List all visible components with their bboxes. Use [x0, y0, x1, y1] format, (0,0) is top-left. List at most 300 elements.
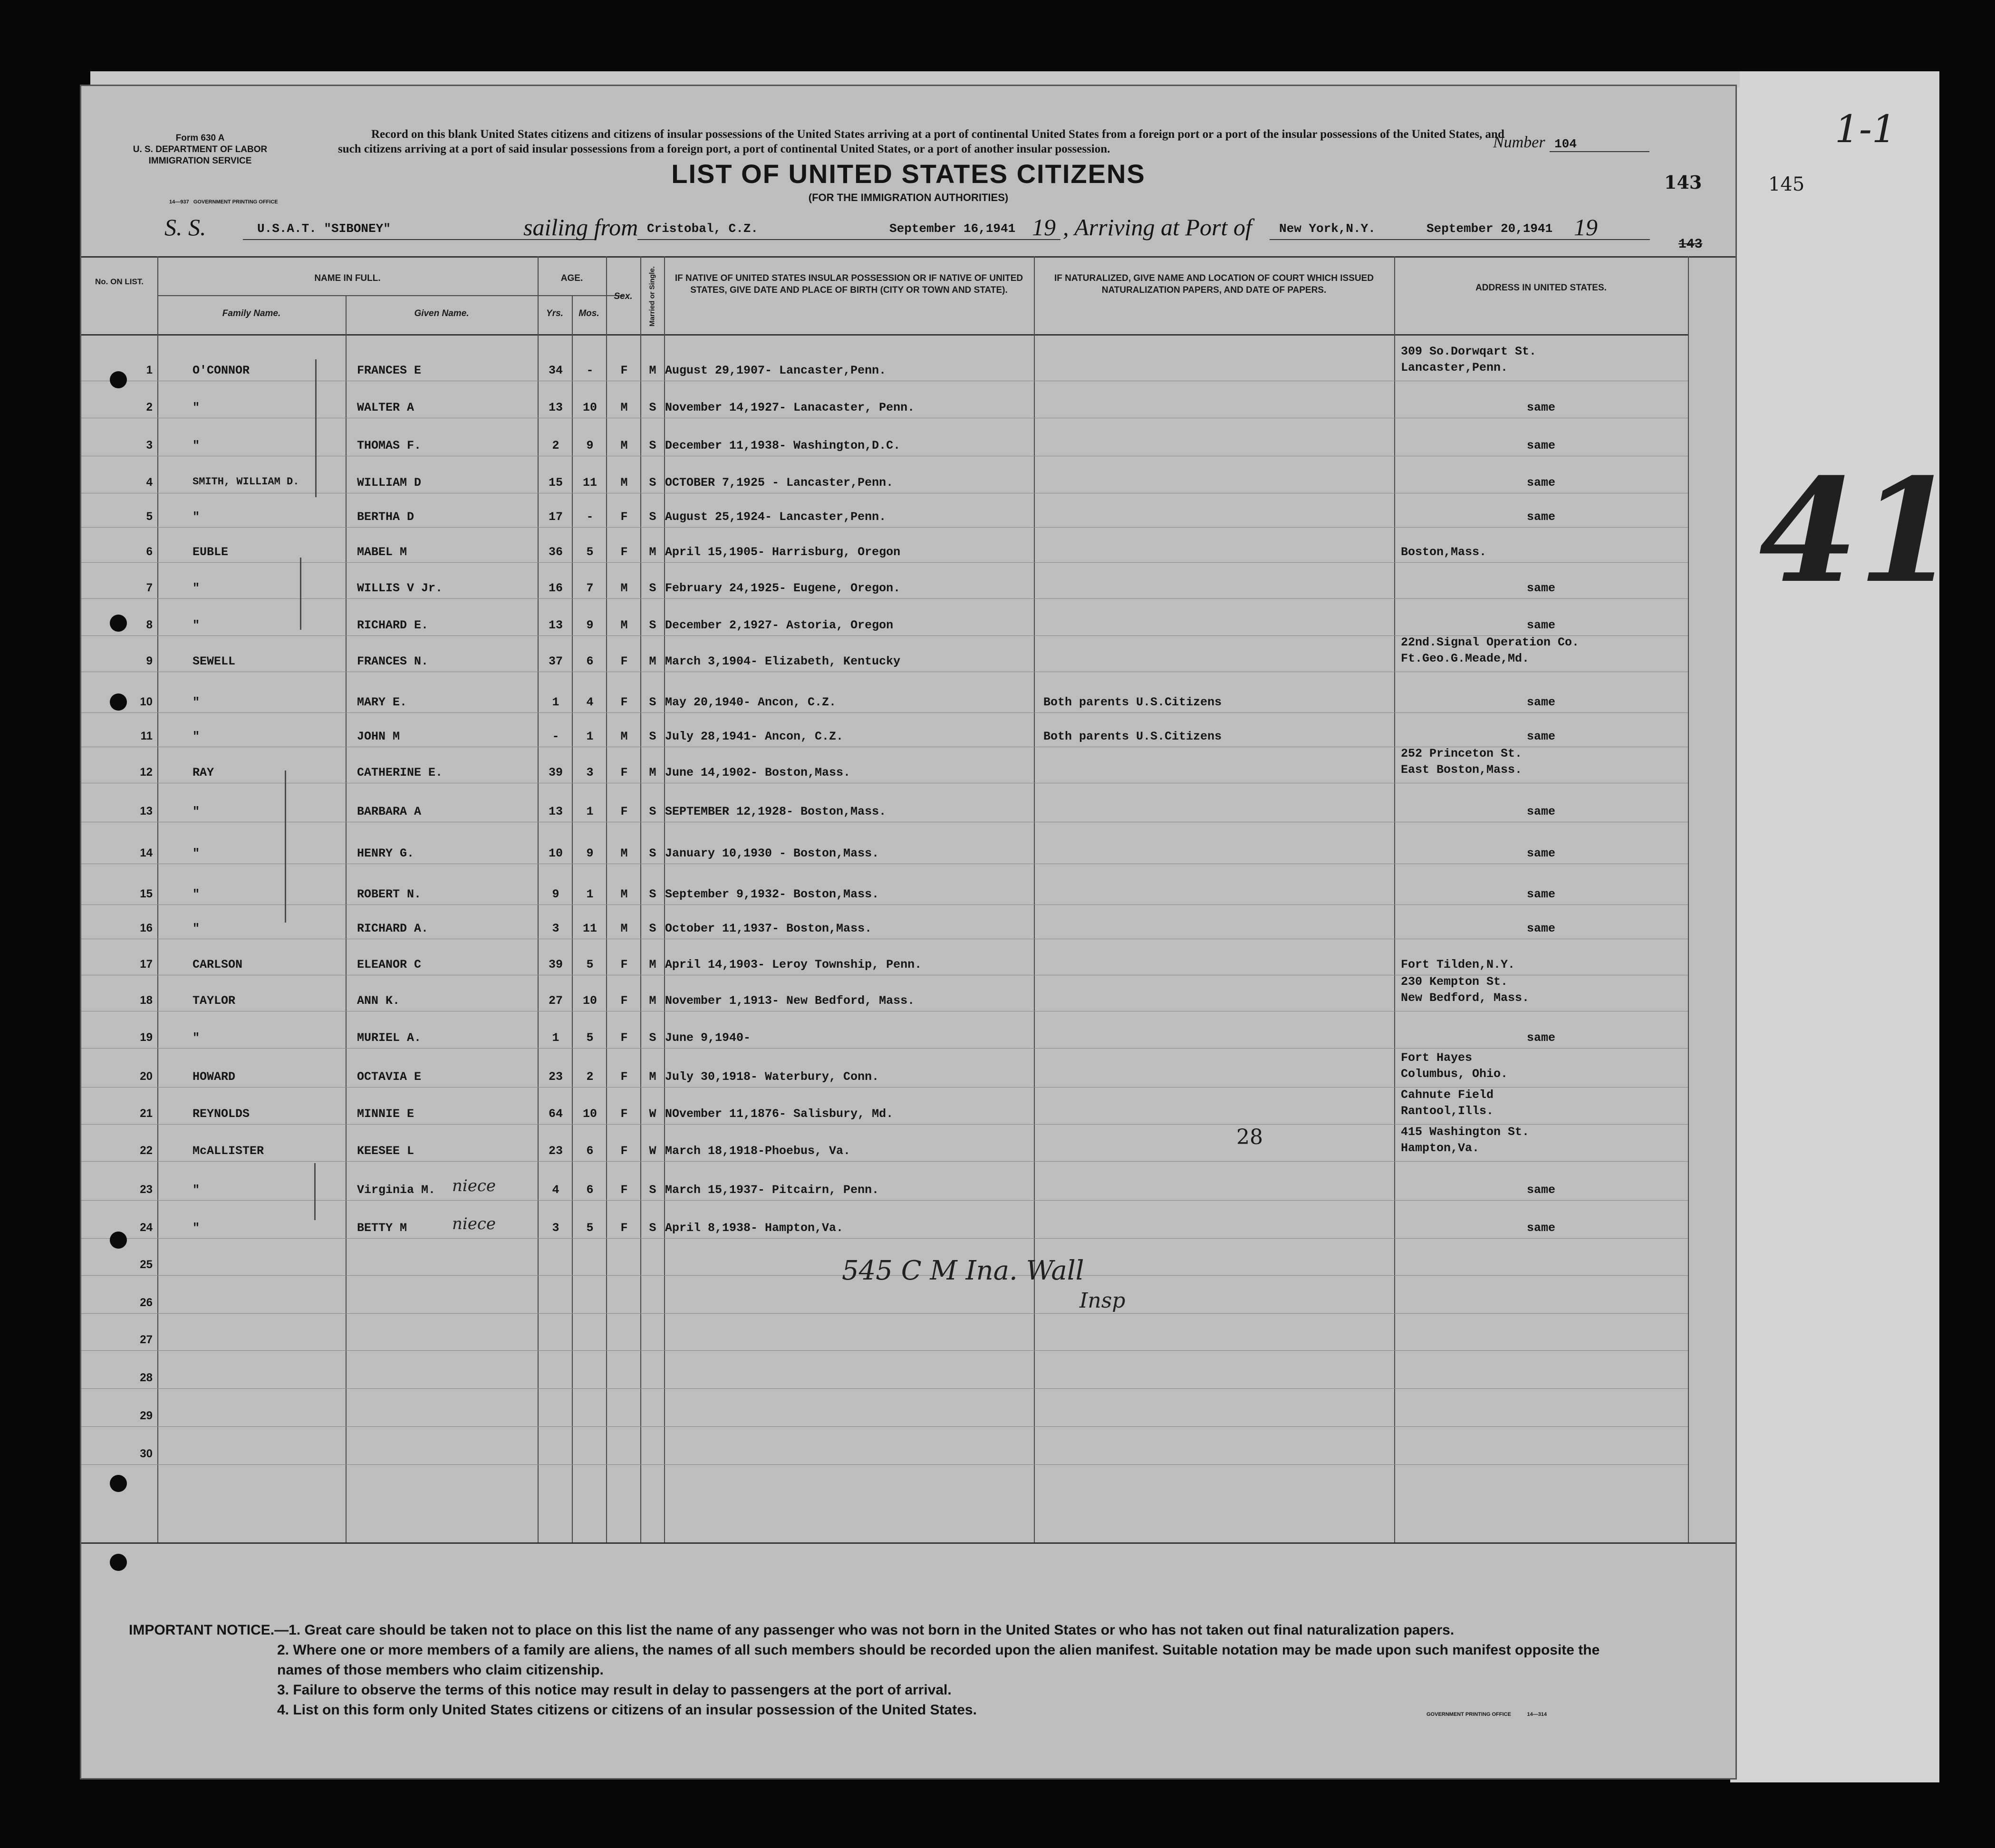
cell-mos: 9	[586, 618, 594, 632]
row-number: 19	[140, 1031, 153, 1044]
cell-yrs: 1	[552, 1031, 559, 1045]
cell-birth: March 18,1918-Phoebus, Va.	[665, 1144, 851, 1158]
row-rule	[81, 1313, 1688, 1314]
cell-yrs: 64	[548, 1107, 563, 1121]
cell-ms: S	[649, 730, 656, 743]
cell-addr: same	[1526, 922, 1555, 935]
col-rule-sex	[640, 256, 641, 1542]
cell-addr: same	[1526, 476, 1555, 490]
cell-sex: M	[620, 847, 628, 860]
col-rule-birth	[1034, 256, 1035, 1542]
cell-addr: 230 Kempton St.	[1401, 975, 1508, 989]
footer-printer-name: GOVERNMENT PRINTING OFFICE	[1426, 1712, 1511, 1717]
row-number: 12	[140, 766, 153, 779]
arriving-label: , Arriving at Port of	[1063, 214, 1252, 241]
notice-heading: IMPORTANT NOTICE.	[129, 1622, 275, 1638]
col-rule-mos	[606, 256, 607, 1542]
cell-yrs: 9	[552, 887, 559, 901]
cell-addr-line2: Lancaster,Penn.	[1401, 361, 1508, 375]
date-from: September 16,1941	[889, 221, 1016, 236]
cell-yrs: 13	[548, 401, 563, 414]
cell-yrs: 2	[552, 439, 559, 452]
cell-given: MABEL M	[357, 545, 407, 559]
cell-yrs: 17	[548, 510, 563, 524]
manifest-sheet	[80, 85, 1737, 1780]
col-rule-yrs	[572, 295, 573, 1542]
record-note: Record on this blank United States citizens and citizens of insular possessions of the United States arriving at a port of continental United States from a foreign port or a port of the insular possessions of the United States, and such citizens arriving at a port of said insular possessions from a foreign port, a port of continental United States, or a port of another insular possession.	[338, 128, 1504, 155]
row-rule	[81, 562, 1688, 563]
cell-birth: January 10,1930 - Boston,Mass.	[665, 847, 879, 860]
cell-sex: F	[620, 805, 628, 818]
printer-name: GOVERNMENT PRINTING OFFICE	[193, 199, 278, 205]
row-rule	[81, 527, 1688, 528]
row-rule	[81, 1388, 1688, 1389]
cell-family: O'CONNOR	[193, 364, 250, 377]
cell-addr: same	[1526, 887, 1555, 901]
punch-hole	[110, 1475, 127, 1492]
cell-addr: Boston,Mass.	[1401, 545, 1487, 559]
row-number: 15	[140, 887, 153, 900]
col-rule-given	[538, 256, 539, 1542]
cell-given: WILLIAM D	[357, 476, 422, 490]
cell-sex: F	[620, 1144, 628, 1158]
row-rule	[81, 1464, 1688, 1465]
service-label: IMMIGRATION SERVICE	[148, 156, 252, 166]
inspector-signature: 545 C M Ina. Wall	[842, 1255, 1084, 1286]
notice-item-2: 2. Where one or more members of a family are aliens, the names of all such members should be recorded upon the alien manifest. Suitable notation may be made upon such manifest opposite the names of those members who claim citizenship.	[277, 1642, 1600, 1678]
col-rule-no	[157, 256, 158, 1542]
cell-ms: S	[649, 805, 656, 818]
cell-mos: 7	[586, 581, 594, 595]
family-bracket	[314, 1163, 316, 1220]
crossed-stamp: 143	[1678, 237, 1703, 252]
cell-birth: April 14,1903- Leroy Township, Penn.	[665, 958, 922, 972]
cell-mos: 1	[586, 730, 594, 743]
cell-mos: 10	[582, 994, 597, 1008]
cell-addr: Fort Hayes	[1401, 1051, 1473, 1065]
form-number: Form 630 A	[175, 133, 225, 143]
cell-addr: same	[1526, 618, 1555, 632]
cell-addr: same	[1526, 1031, 1555, 1045]
cell-birth: NOvember 11,1876- Salisbury, Md.	[665, 1107, 894, 1121]
year-suffix-1: 19	[1032, 214, 1056, 241]
row-number: 6	[146, 545, 153, 558]
cell-sex: M	[620, 618, 628, 632]
cell-given: MURIEL A.	[357, 1031, 422, 1045]
cell-ms: S	[649, 1183, 656, 1197]
family-bracket	[315, 359, 317, 497]
notice-item-3: 3. Failure to observe the terms of this notice may result in delay to passengers at the port of arrival.	[277, 1682, 952, 1698]
header-given-name: Given Name.	[414, 308, 469, 318]
cell-mos: 9	[586, 847, 594, 860]
header-name-in-full: NAME IN FULL.	[314, 273, 381, 283]
cell-ms: S	[649, 695, 656, 709]
sailing-label: sailing from	[523, 214, 638, 241]
cell-birth: June 14,1902- Boston,Mass.	[665, 766, 851, 780]
cell-mos: 1	[586, 887, 594, 901]
punch-hole	[110, 1554, 127, 1571]
cell-mos: 1	[586, 805, 594, 818]
cell-mos: 2	[586, 1070, 594, 1084]
row-rule	[81, 1161, 1688, 1162]
corner-mark: 1-1	[1835, 107, 1896, 151]
row-number: 22	[140, 1144, 153, 1157]
cell-mos: 6	[586, 1144, 594, 1158]
row-rule	[81, 1124, 1688, 1125]
punch-hole	[110, 371, 127, 388]
cell-sex: F	[620, 545, 628, 559]
cell-addr: same	[1526, 1183, 1555, 1197]
cell-given: OCTAVIA E	[357, 1070, 422, 1084]
cell-addr: 22nd.Signal Operation Co.	[1401, 635, 1580, 649]
cell-given: JOHN M	[357, 730, 400, 743]
cell-yrs: 16	[548, 581, 563, 595]
inspector-title: Insp	[1079, 1289, 1126, 1313]
punch-hole	[110, 693, 127, 711]
row-number: 8	[146, 618, 153, 631]
cell-ms: W	[649, 1144, 656, 1158]
list-number	[1493, 134, 1649, 152]
cell-given: RICHARD E.	[357, 618, 429, 632]
cell-ms: S	[649, 581, 656, 595]
port-from: Cristobal, C.Z.	[647, 221, 759, 236]
cell-addr-line2: Rantool,Ills.	[1401, 1104, 1494, 1118]
cell-yrs: 15	[548, 476, 563, 490]
cell-yrs: 4	[552, 1183, 559, 1197]
row-number: 2	[146, 401, 153, 414]
punch-hole	[110, 1232, 127, 1249]
cell-birth: May 20,1940- Ancon, C.Z.	[665, 695, 837, 709]
table-bottom-rule	[81, 1542, 1735, 1544]
number-label: Number	[1493, 134, 1545, 151]
row-number: 10	[140, 695, 153, 708]
cell-addr: same	[1526, 805, 1555, 818]
cell-mos: 4	[586, 695, 594, 709]
cell-given: CATHERINE E.	[357, 766, 443, 780]
cell-ms: M	[649, 545, 656, 559]
cell-addr: same	[1526, 730, 1555, 743]
cell-ms: S	[649, 439, 656, 452]
cell-ms: M	[649, 654, 656, 668]
header-no: No. ON LIST.	[95, 277, 144, 286]
page-subtitle: (FOR THE IMMIGRATION AUTHORITIES)	[808, 192, 1009, 203]
cell-addr: same	[1526, 1221, 1555, 1235]
cell-yrs: 13	[548, 618, 563, 632]
cell-yrs: 3	[552, 922, 559, 935]
cell-nat: Both parents U.S.Citizens	[1043, 695, 1222, 709]
cell-given: WALTER A	[357, 401, 414, 414]
row-number: 23	[140, 1183, 153, 1196]
cell-family: REYNOLDS	[193, 1107, 250, 1121]
cell-ms: M	[649, 766, 656, 780]
cell-birth: September 9,1932- Boston,Mass.	[665, 887, 879, 901]
cell-family: EUBLE	[193, 545, 229, 559]
cell-addr: same	[1526, 695, 1555, 709]
cell-ms: M	[649, 364, 656, 377]
cell-given: RICHARD A.	[357, 922, 429, 935]
cell-given: BETTY M	[357, 1221, 407, 1235]
cell-birth: August 25,1924- Lancaster,Penn.	[665, 510, 887, 524]
cell-addr: same	[1526, 847, 1555, 860]
cell-birth: March 3,1904- Elizabeth, Kentucky	[665, 654, 901, 668]
cell-family: "	[193, 695, 200, 709]
row-rule	[81, 1426, 1688, 1427]
cell-addr: 252 Princeton St.	[1401, 747, 1523, 760]
cell-given: BERTHA D	[357, 510, 414, 524]
cell-yrs: 34	[548, 364, 563, 377]
cell-given: MINNIE E	[357, 1107, 414, 1121]
underlying-page-strip	[1730, 71, 1939, 1782]
row-rule	[81, 1200, 1688, 1201]
cell-yrs: 23	[548, 1070, 563, 1084]
page-stamp: 143	[1664, 172, 1702, 193]
cell-mos: 9	[586, 439, 594, 452]
col-rule-addr	[1688, 256, 1689, 1542]
cell-given: HENRY G.	[357, 847, 414, 860]
cell-family: HOWARD	[193, 1070, 236, 1084]
cell-sex: F	[620, 994, 628, 1008]
cell-addr: 415 Washington St.	[1401, 1125, 1530, 1139]
cell-yrs: 23	[548, 1144, 563, 1158]
cell-birth: October 11,1937- Boston,Mass.	[665, 922, 872, 935]
row-number: 9	[146, 654, 153, 667]
col-rule-family	[346, 295, 347, 1542]
notice-item-4: 4. List on this form only United States citizens or citizens of an insular possession of the United States.	[277, 1702, 977, 1718]
punch-hole	[110, 615, 127, 632]
cell-sex: M	[620, 401, 628, 414]
cell-mos: -	[586, 364, 594, 377]
row-number: 14	[140, 847, 153, 859]
cell-birth: April 15,1905- Harrisburg, Oregon	[665, 545, 901, 559]
cell-sex: F	[620, 958, 628, 972]
cell-family: SMITH, WILLIAM D.	[193, 476, 299, 488]
cell-sex: F	[620, 654, 628, 668]
row-number: 13	[140, 805, 153, 818]
cell-addr-line2: Ft.Geo.G.Meade,Md.	[1401, 652, 1530, 665]
cell-given: ROBERT N.	[357, 887, 422, 901]
cell-birth: August 29,1907- Lancaster,Penn.	[665, 364, 887, 377]
footer-printer	[1426, 1712, 1547, 1717]
cell-ms: S	[649, 887, 656, 901]
row-number: 30	[140, 1447, 153, 1460]
department-label: U. S. DEPARTMENT OF LABOR	[133, 144, 268, 154]
cell-sex: F	[620, 510, 628, 524]
cell-yrs: 13	[548, 805, 563, 818]
cell-family: "	[193, 805, 200, 818]
row-number: 24	[140, 1221, 153, 1234]
cell-addr: Cahnute Field	[1401, 1088, 1494, 1102]
cell-birth: March 15,1937- Pitcairn, Penn.	[665, 1183, 879, 1197]
cell-family: "	[193, 439, 200, 452]
cell-yrs: -	[552, 730, 559, 743]
cell-given: FRANCES E	[357, 364, 422, 377]
row-number: 16	[140, 922, 153, 934]
cell-yrs: 1	[552, 695, 559, 709]
cell-birth: December 11,1938- Washington,D.C.	[665, 439, 901, 452]
cell-birth: SEPTEMBER 12,1928- Boston,Mass.	[665, 805, 887, 818]
row-number: 21	[140, 1107, 153, 1120]
cell-given: Virginia M.	[357, 1183, 436, 1197]
important-notice	[129, 1620, 1735, 1720]
cell-given: FRANCES N.	[357, 654, 429, 668]
niece-note-2: niece	[452, 1214, 496, 1233]
cell-yrs: 27	[548, 994, 563, 1008]
cell-sex: F	[620, 1070, 628, 1084]
cell-given: THOMAS F.	[357, 439, 422, 452]
row-rule	[81, 712, 1688, 713]
number-value: 104	[1550, 137, 1649, 152]
cell-sex: M	[620, 581, 628, 595]
header-age: AGE.	[560, 273, 583, 283]
cell-ms: M	[649, 958, 656, 972]
cell-yrs: 10	[548, 847, 563, 860]
cell-birth: July 30,1918- Waterbury, Conn.	[665, 1070, 879, 1084]
cell-sex: F	[620, 695, 628, 709]
cell-mos: 10	[582, 401, 597, 414]
cell-ms: S	[649, 401, 656, 414]
cell-yrs: 39	[548, 766, 563, 780]
niece-note-1: niece	[452, 1176, 496, 1195]
cell-given: WILLIS V Jr.	[357, 581, 443, 595]
cell-mos: 6	[586, 654, 594, 668]
header-address: ADDRESS IN UNITED STATES.	[1475, 283, 1607, 293]
header-bottom-rule	[81, 334, 1688, 336]
row-number: 11	[140, 730, 153, 742]
date-to: September 20,1941	[1426, 221, 1553, 236]
row-rule	[81, 1087, 1688, 1088]
cell-addr-line2: East Boston,Mass.	[1401, 763, 1523, 777]
cell-mos: -	[586, 510, 594, 524]
cell-family: "	[193, 618, 200, 632]
cell-family: "	[193, 581, 200, 595]
footer-code: 14—314	[1527, 1712, 1547, 1717]
row-number: 17	[140, 958, 153, 971]
cell-family: "	[193, 847, 200, 860]
col-rule-nat	[1394, 256, 1395, 1542]
cell-birth: July 28,1941- Ancon, C.Z.	[665, 730, 844, 743]
cell-sex: M	[620, 887, 628, 901]
cell-birth: June 9,1940-	[665, 1031, 751, 1045]
cell-birth: December 2,1927- Astoria, Oregon	[665, 618, 894, 632]
cell-ms: S	[649, 1031, 656, 1045]
cell-birth: OCTOBER 7,1925 - Lancaster,Penn.	[665, 476, 894, 490]
side-numeral: 41	[1759, 447, 1957, 615]
cell-given: KEESEE L	[357, 1144, 414, 1158]
cell-ms: W	[649, 1107, 656, 1121]
from-underline	[637, 239, 1060, 240]
header-yrs: Yrs.	[546, 308, 563, 318]
ship-name: U.S.A.T. "SIBONEY"	[257, 221, 391, 236]
cell-addr: same	[1526, 401, 1555, 414]
cell-sex: M	[620, 730, 628, 743]
center-number: 28	[1236, 1125, 1263, 1149]
cell-ms: S	[649, 618, 656, 632]
cell-family: "	[193, 401, 200, 414]
cell-nat: Both parents U.S.Citizens	[1043, 730, 1222, 743]
cell-birth: November 14,1927- Lanacaster, Penn.	[665, 401, 915, 414]
cell-sex: F	[620, 1183, 628, 1197]
cell-ms: S	[649, 847, 656, 860]
cell-mos: 6	[586, 1183, 594, 1197]
cell-addr-line2: Hampton,Va.	[1401, 1141, 1480, 1155]
cell-addr: same	[1526, 439, 1555, 452]
header-married-single: Married or Single.	[648, 266, 656, 327]
header-naturalized: IF NATURALIZED, GIVE NAME AND LOCATION OF COURT WHICH ISSUED NATURALIZATION PAPERS, AND DATE OF PAPERS.	[1054, 273, 1374, 295]
row-number: 20	[140, 1070, 153, 1083]
header-native-birth: IF NATIVE OF UNITED STATES INSULAR POSSESSION OR IF NATIVE OF UNITED STATES, GIVE DATE AND PLACE OF BIRTH (CITY OR TOWN AND STATE).	[675, 273, 1023, 295]
row-number: 25	[140, 1258, 153, 1271]
cell-ms: S	[649, 510, 656, 524]
notice-item-1: —1. Great care should be taken not to place on this list the name of any passenger who was not born in the United States or who has not taken out final naturalization papers.	[274, 1622, 1455, 1638]
cell-yrs: 36	[548, 545, 563, 559]
row-number: 1	[146, 364, 153, 376]
cell-ms: S	[649, 476, 656, 490]
cell-family: SEWELL	[193, 654, 236, 668]
cell-sex: F	[620, 1031, 628, 1045]
header-sex: Sex.	[614, 291, 633, 301]
cell-ms: S	[649, 1221, 656, 1235]
cell-addr: same	[1526, 510, 1555, 524]
cell-family: McALLISTER	[193, 1144, 264, 1158]
row-number: 5	[146, 510, 153, 523]
header-mos: Mos.	[578, 308, 599, 318]
cell-mos: 5	[586, 958, 594, 972]
cell-sex: F	[620, 766, 628, 780]
cell-mos: 3	[586, 766, 594, 780]
cell-sex: M	[620, 922, 628, 935]
row-number: 7	[146, 581, 153, 594]
cell-birth: February 24,1925- Eugene, Oregon.	[665, 581, 901, 595]
page-title: LIST OF UNITED STATES CITIZENS	[671, 159, 1146, 189]
cell-given: MARY E.	[357, 695, 407, 709]
table-top-rule	[81, 256, 1735, 258]
cell-sex: M	[620, 476, 628, 490]
cell-ms: M	[649, 1070, 656, 1084]
cell-sex: M	[620, 439, 628, 452]
cell-sex: F	[620, 364, 628, 377]
row-rule	[81, 1238, 1688, 1239]
cell-addr: Fort Tilden,N.Y.	[1401, 958, 1515, 972]
row-number: 4	[146, 476, 153, 489]
cell-family: "	[193, 1031, 200, 1045]
cell-addr: same	[1526, 581, 1555, 595]
cell-mos: 10	[582, 1107, 597, 1121]
cell-family: "	[193, 887, 200, 901]
printer-code-text: 14—937	[169, 199, 189, 205]
cell-family: CARLSON	[193, 958, 243, 972]
cell-yrs: 3	[552, 1221, 559, 1235]
cell-family: "	[193, 510, 200, 524]
cell-yrs: 39	[548, 958, 563, 972]
header-family-name: Family Name.	[222, 308, 281, 318]
family-bracket	[285, 770, 286, 923]
cell-ms: S	[649, 922, 656, 935]
cell-mos: 5	[586, 545, 594, 559]
cell-ms: M	[649, 994, 656, 1008]
row-number: 26	[140, 1296, 153, 1309]
row-number: 3	[146, 439, 153, 452]
cell-family: TAYLOR	[193, 994, 236, 1008]
cell-family: "	[193, 922, 200, 935]
cell-family: "	[193, 730, 200, 743]
cell-family: "	[193, 1221, 200, 1235]
page-stamp-right: 145	[1768, 173, 1805, 195]
row-rule	[81, 1048, 1688, 1049]
cell-family: "	[193, 1183, 200, 1197]
year-suffix-2: 19	[1574, 214, 1598, 241]
cell-sex: F	[620, 1107, 628, 1121]
cell-given: BARBARA A	[357, 805, 422, 818]
